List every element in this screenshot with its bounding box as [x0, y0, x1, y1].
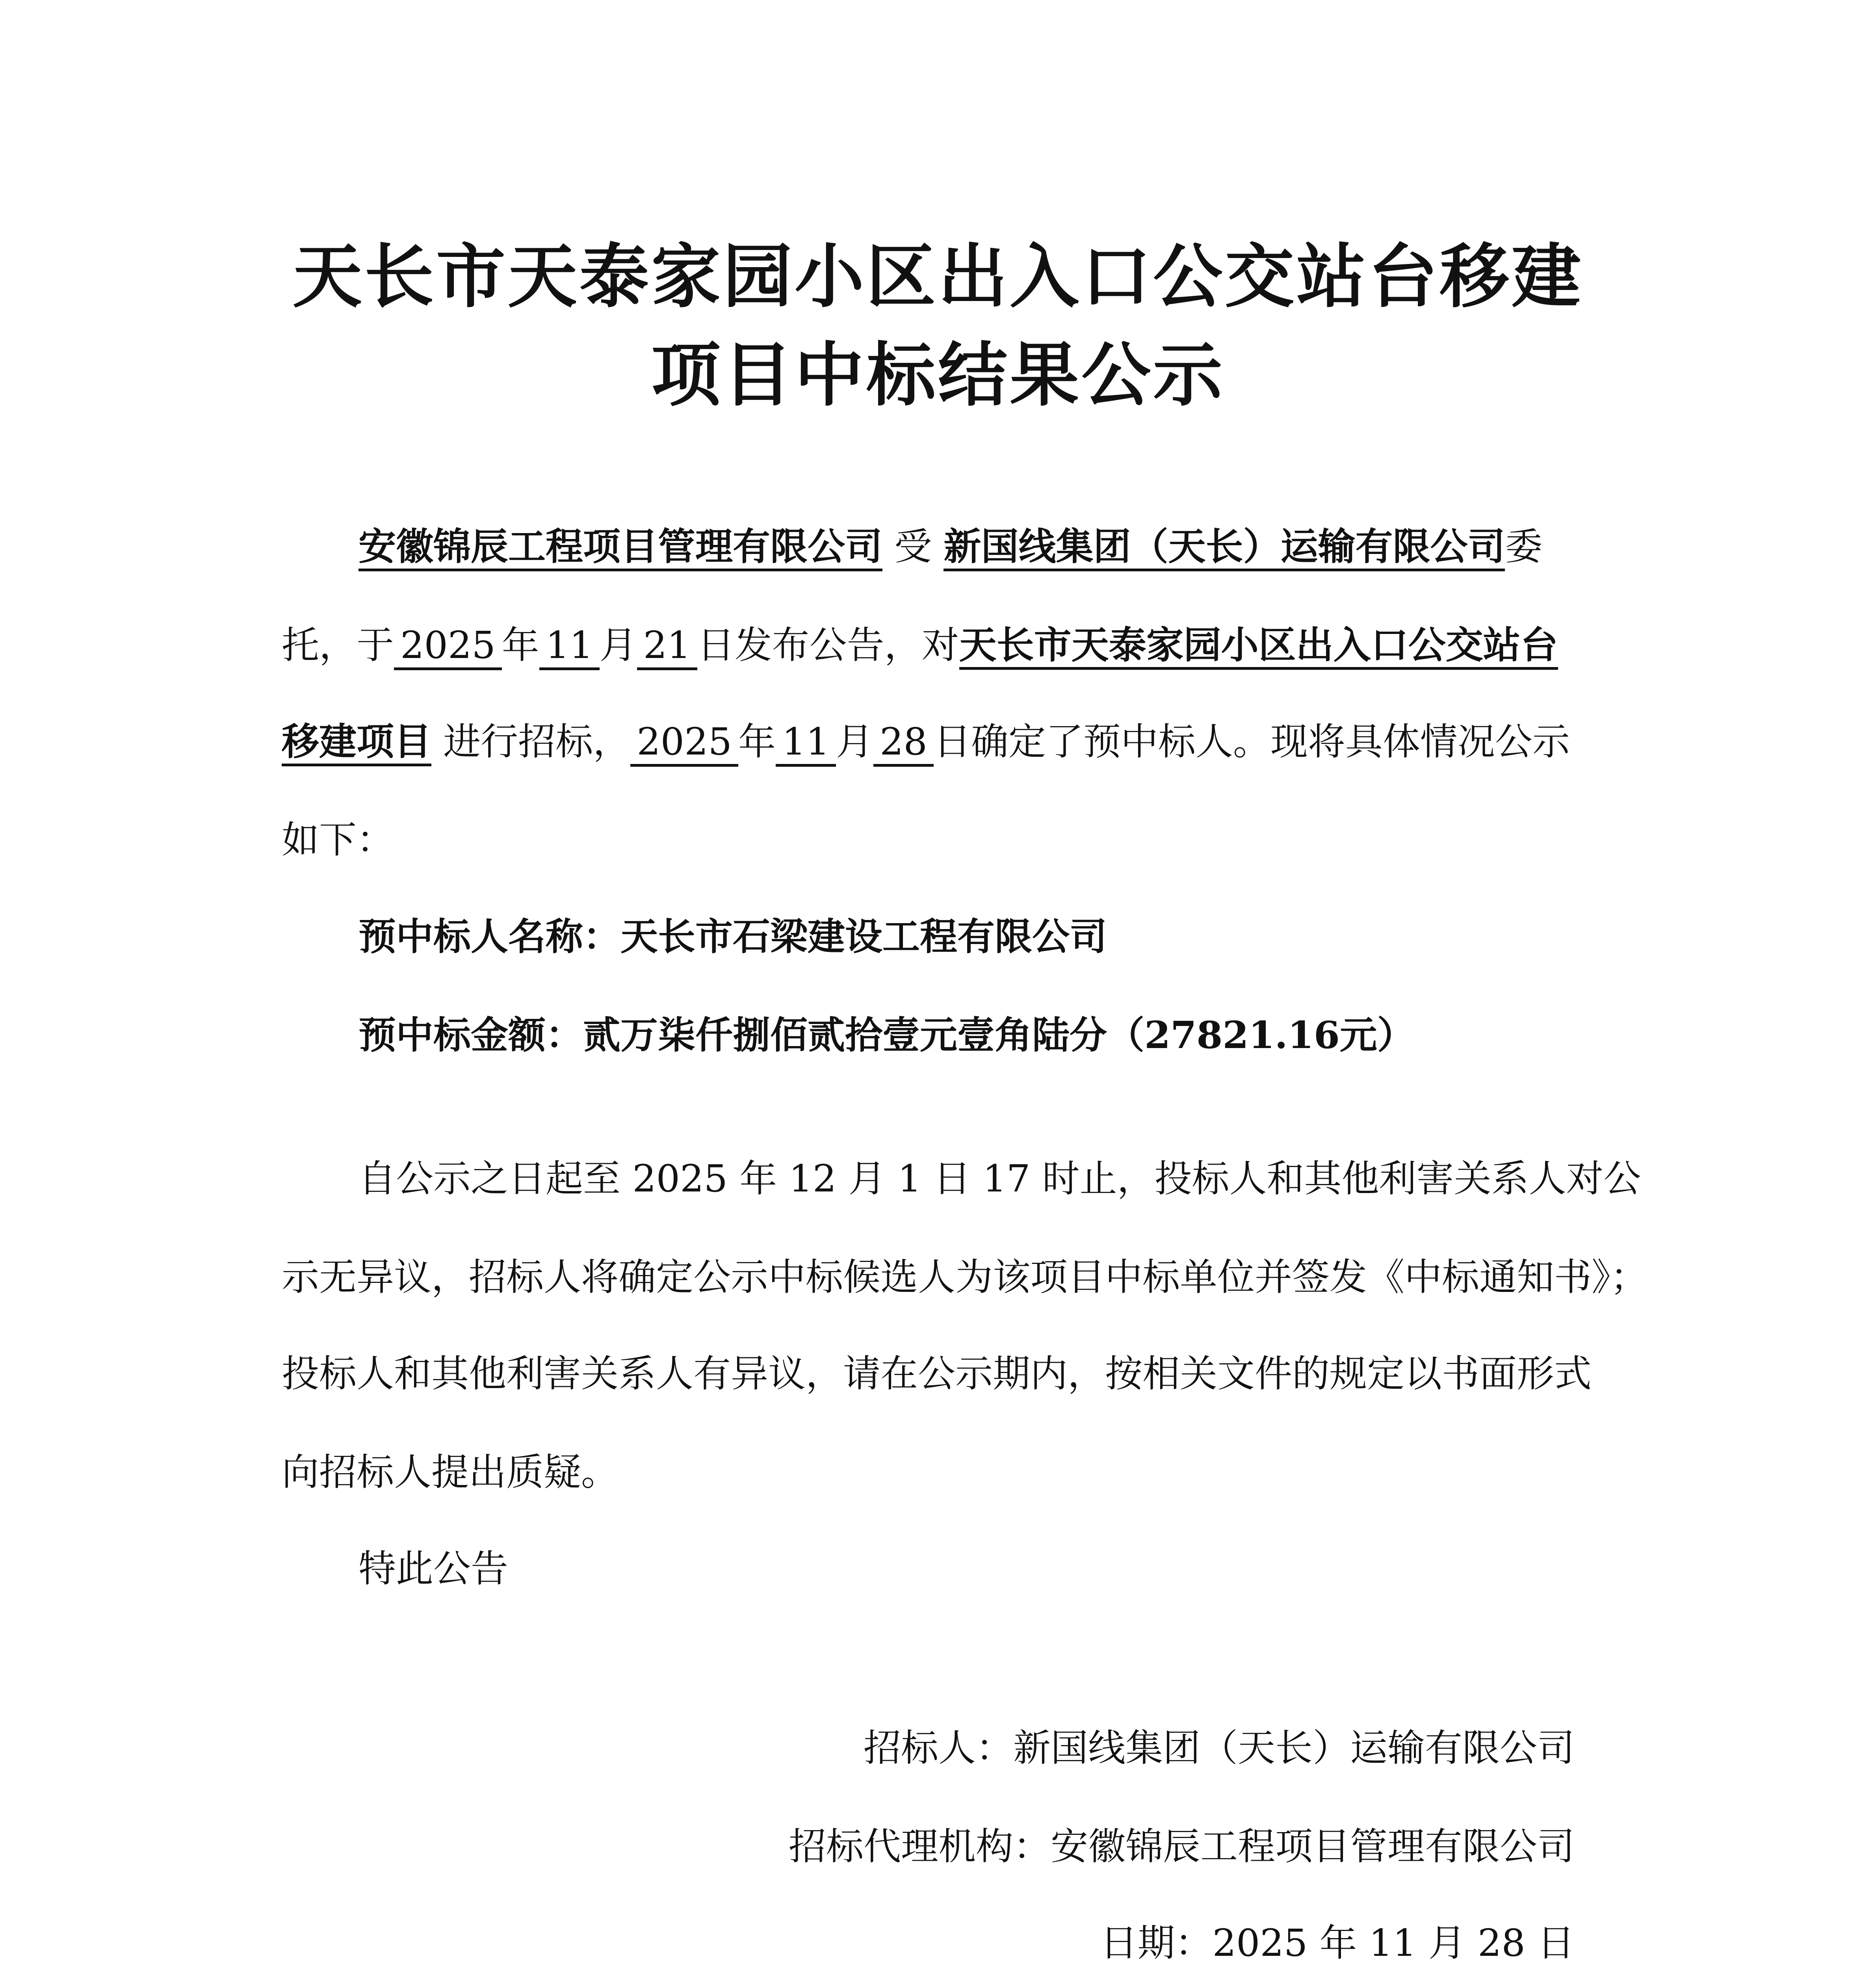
month-char: 月 — [599, 624, 637, 667]
confirm-day: 28 — [873, 723, 934, 767]
year-char-2: 年 — [738, 720, 776, 764]
notice-line-2: 示无异议，招标人将确定公示中标候选人为该项目中标单位并签发《中标通知书》； — [282, 1256, 1648, 1299]
title-line-2: 项目中标结果公示 — [651, 335, 1225, 416]
winner-label: 预中标人名称： — [358, 915, 621, 959]
entrust-tail: 托，于 — [282, 624, 394, 667]
received-text: 受 — [894, 525, 932, 569]
amount-label: 预中标金额： — [358, 1013, 583, 1057]
intro-line-2 — [282, 623, 1558, 670]
title-line-1: 天长市天泰家园小区出入口公交站台移建 — [292, 236, 1583, 317]
notice-line-4: 向招标人提出质疑。 — [282, 1451, 619, 1494]
publish-year: 2025 — [394, 627, 502, 670]
tender-text: 进行招标， — [443, 720, 631, 764]
project-name-part2: 移建项目 — [282, 723, 431, 766]
project-name-part1: 天长市天泰家园小区出入口公交站台 — [959, 626, 1558, 670]
intro-line-1 — [358, 525, 1543, 571]
intro-line-3 — [282, 720, 1570, 767]
year-char: 年 — [502, 624, 539, 667]
publish-month: 11 — [539, 627, 600, 670]
notice-line-1: 自公示之日起至 2025 年 12 月 1 日 17 时止，投标人和其他利害关系人对公 — [358, 1157, 1641, 1201]
publish-text: 日发布公告，对 — [697, 624, 959, 667]
confirm-text: 日确定了预中标人。现将具体情况公示 — [933, 720, 1570, 764]
notice-line-3: 投标人和其他利害关系人有异议，请在公示期内，按相关文件的规定以书面形式 — [282, 1352, 1592, 1396]
agency-name: 安徽锦辰工程项目管理有限公司 — [358, 528, 882, 571]
winner-line — [358, 915, 1107, 959]
amount-value: 贰万柒仟捌佰贰拾壹元壹角陆分（27821.16元） — [583, 1013, 1415, 1057]
amount-line — [358, 1013, 1415, 1057]
entrust-text: 委 — [1505, 525, 1543, 569]
month-char-2: 月 — [836, 720, 873, 764]
confirm-month: 11 — [776, 723, 836, 767]
client-name: 新国线集团（天长）运输有限公司 — [944, 528, 1505, 571]
agent-line: 招标代理机构：安徽锦辰工程项目管理有限公司 — [788, 1825, 1575, 1868]
confirm-year: 2025 — [630, 723, 738, 767]
tenderer-line: 招标人：新国线集团（天长）运输有限公司 — [863, 1727, 1575, 1770]
closing-text: 特此公告 — [358, 1547, 509, 1591]
winner-value: 天长市石梁建设工程有限公司 — [620, 915, 1107, 959]
publish-day: 21 — [637, 627, 697, 670]
intro-line-4: 如下： — [282, 818, 394, 862]
date-line: 日期：2025 年 11 月 28 日 — [1100, 1922, 1575, 1965]
